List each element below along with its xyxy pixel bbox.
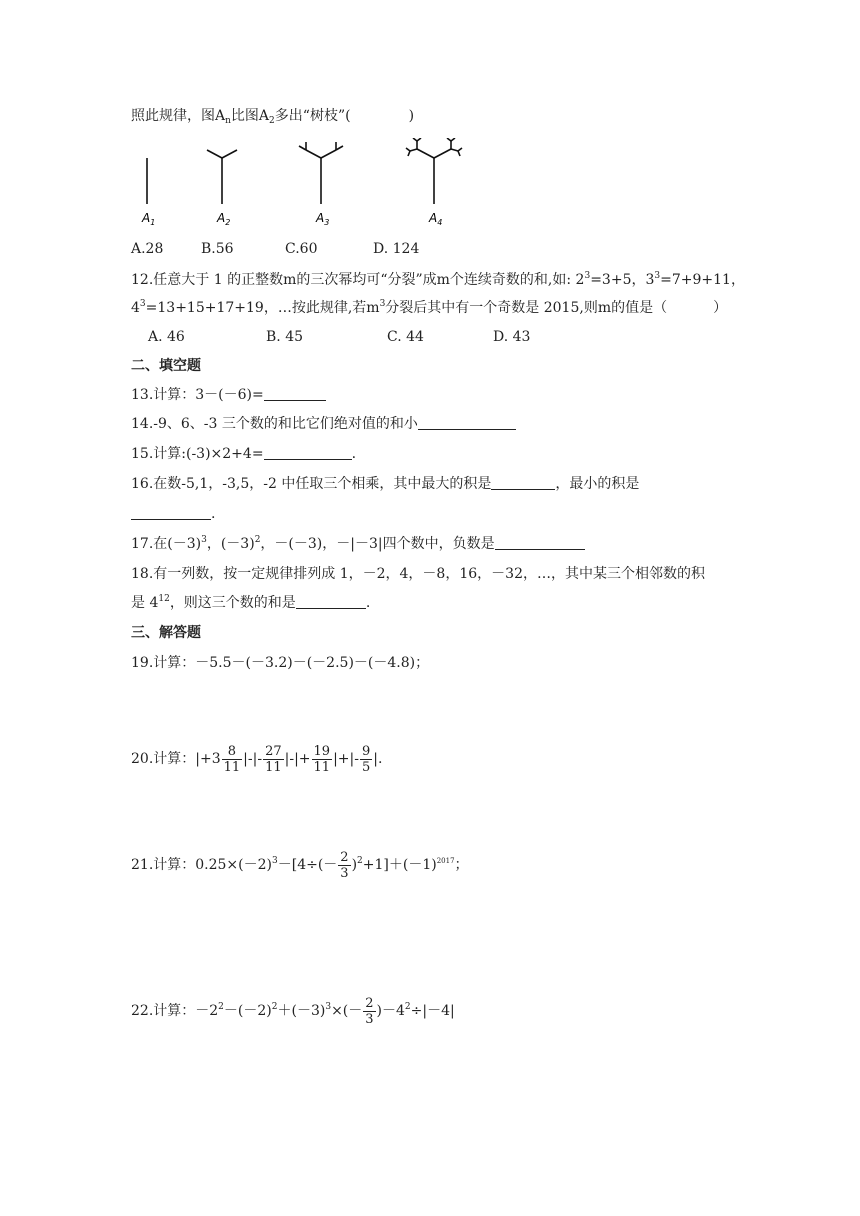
q11-option-c: C.60 bbox=[285, 241, 318, 257]
q12-line1: 12.任意大于 1 的正整数m的三次幂均可“分裂”成m个连续奇数的和,如: $2^3=3+5$，$3^3=7+9+11$， bbox=[131, 271, 745, 288]
q17-answer-blank[interactable] bbox=[495, 535, 585, 550]
q15-answer-blank[interactable] bbox=[264, 445, 352, 460]
q14: 14.-9、6、-3 三个数的和比它们绝对值的和小 bbox=[131, 414, 516, 434]
q11-options bbox=[131, 239, 419, 259]
q20-fraction-1: $\frac{8}{11}$ bbox=[223, 743, 241, 775]
q20: 20.计算：|+3 $\frac{8}{11}$ |-|- $\frac{27}{11}$ |-|+ $\frac{19}{11}$ |+|- $\frac{9}{5}$ |. bbox=[131, 743, 383, 775]
q16-line2: . bbox=[131, 504, 215, 524]
q18-line2: 是 $4^{12}$，则这三个数的和是 . bbox=[131, 594, 371, 611]
q12-option-d: D. 43 bbox=[493, 329, 531, 345]
figure-label-a1: $A_1$ bbox=[142, 211, 156, 227]
q15: 15.计算:(-3)×2+4= . bbox=[131, 446, 357, 462]
q11-option-a: A.28 bbox=[131, 241, 164, 257]
q14-answer-blank[interactable] bbox=[418, 415, 516, 430]
q16-max-blank[interactable] bbox=[491, 475, 555, 490]
q18-answer-blank[interactable] bbox=[296, 594, 366, 609]
q12-options bbox=[148, 327, 530, 347]
q22-fraction: $\frac{2}{3}$ bbox=[365, 995, 374, 1027]
q12-line2: $4^3=13+15+17+19$，…按此规律,若$m^3$分裂后其中有一个奇数是 2015,则m的值是（ ） bbox=[131, 299, 728, 316]
q19: 19.计算：－5.5－(－3.2)－(－2.5)－(－4.8)； bbox=[131, 655, 430, 671]
q21-fraction: $\frac{2}{3}$ bbox=[340, 849, 349, 881]
q20-fraction-2: $\frac{27}{11}$ bbox=[265, 743, 282, 775]
section-fill-in-heading: 二、填空题 bbox=[131, 358, 201, 374]
q12-option-b: B. 45 bbox=[266, 329, 304, 345]
q16-line1: 16.在数-5,1，-3,5，-2 中任取三个相乘，其中最大的积是 ，最小的积是 bbox=[131, 476, 640, 492]
q20-fraction-3: $\frac{19}{11}$ bbox=[313, 743, 331, 775]
q16-min-blank[interactable] bbox=[131, 505, 211, 520]
q11-stem: 照此规律，图$A_n$比图$A_2$多出“树枝”( ) bbox=[131, 108, 415, 126]
figure-label-a3: $A_3$ bbox=[316, 211, 330, 227]
q22: 22.计算：$-2^2-(-2)^2+(-3)^3\times(-$ $\frac{2}{3}$ )$-4^2\div|-4|$ bbox=[131, 995, 455, 1027]
section-solve-heading: 三、解答题 bbox=[131, 625, 201, 641]
q12-option-c: C. 44 bbox=[387, 329, 424, 345]
figure-label-a2: $A_2$ bbox=[217, 211, 231, 227]
q13: 13.计算：3－(－6)= bbox=[131, 385, 326, 405]
q21: 21.计算：$0.25\times(-2)^3-[4\div(-$ $\frac{2}{3}$ )$^2+1]+(-1)^{2017}$； bbox=[131, 849, 469, 881]
q11-option-b: B.56 bbox=[201, 241, 234, 257]
q18-line1: 18.有一列数，按一定规律排列成 1，－2，4，－8，16，－32，…，其中某三个相邻数的积 bbox=[131, 566, 705, 582]
q11-option-d: D. 124 bbox=[373, 241, 420, 257]
figure-label-a4: $A_4$ bbox=[429, 211, 443, 227]
q12-option-a: A. 46 bbox=[148, 329, 185, 345]
q17: 17.在$(-3)^3$，$(-3)^2$，－(－3)，－|－3|四个数中，负数是 bbox=[131, 534, 585, 556]
q13-answer-blank[interactable] bbox=[264, 386, 326, 401]
q20-fraction-4: $\frac{9}{5}$ bbox=[361, 743, 371, 775]
tree-figures bbox=[0, 138, 860, 238]
